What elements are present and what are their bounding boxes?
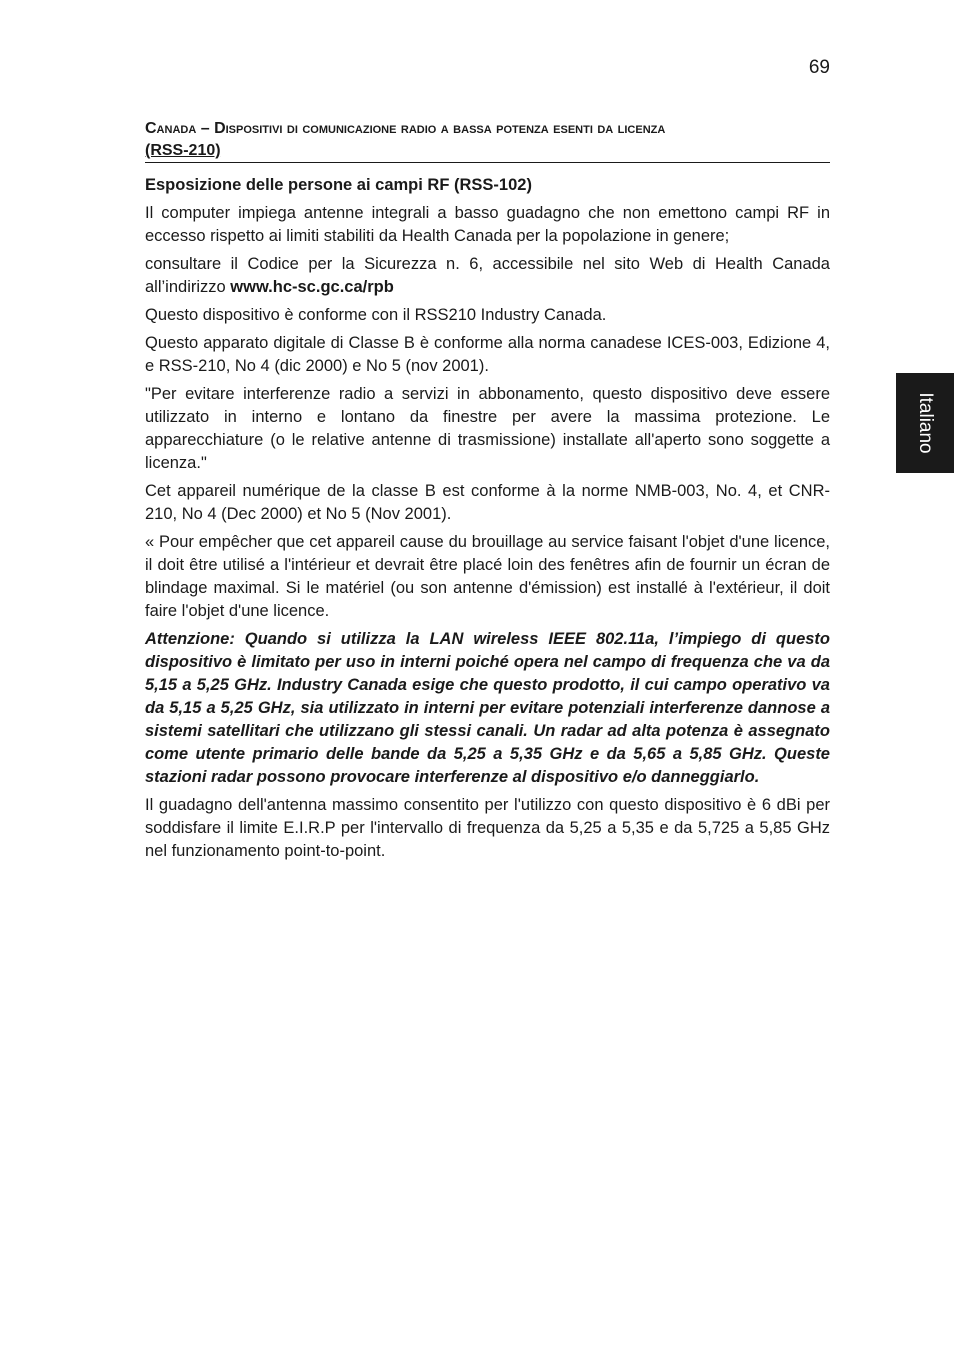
section-heading-code: (RSS-210) (145, 142, 221, 159)
warning-paragraph: Attenzione: Quando si utilizza la LAN wireless IEEE 802.11a, l’impiego di questo dispositivo è limitato per uso in interni poiché opera nel campo di frequenza che va da 5,15 a 5,25 GHz. Industry Canada esige che questo prodotto, il cui campo operativo va da 5,15 a 5,25 GHz, sia utilizzato in interni per evitare potenziali interferenze dannose a sistemi satellitari che utilizzano gli stessi canali. Un radar ad alta potenza è assegnato come utente primario delle bande da 5,25 a 5,35 GHz e da 5,65 a 5,85 GHz. Queste stazioni radar possono provocare interferenze al dispositivo e/o danneggiarlo. (145, 630, 830, 786)
document-body (145, 118, 830, 868)
paragraph-class-b-fr: Cet appareil numérique de la classe B est conforme à la norme NMB-003, No. 4, et CNR-210, No 4 (Dec 2000) et No 5 (Nov 2001). (145, 482, 830, 523)
paragraph-antenna: Il computer impiega antenne integrali a basso guadagno che non emettono campi RF in eccesso rispetto ai limiti stabiliti da Health Canada per la popolazione in genere; (145, 204, 830, 245)
paragraph-safety-code-text: consultare il Codice per la Sicurezza n. 6, accessibile nel sito Web di Health Canada all’indirizzo (145, 255, 830, 296)
language-tab-label: Italiano (915, 392, 936, 454)
paragraph-safety-code (145, 253, 830, 299)
paragraph-antenna-gain: Il guadagno dell'antenna massimo consentito per l'utilizzo con questo dispositivo è 6 dBi per soddisfare il limite E.I.R.P per l'intervallo di frequenza da 5,25 a 5,35 e da 5,725 a 5,85 GHz nel funzionamento point-to-point. (145, 796, 830, 860)
paragraph-interference-it: "Per evitare interferenze radio a servizi in abbonamento, questo dispositivo deve essere utilizzato in interno e lontano da finestre per avere la massima protezione. Le apparecchiature (o le relative antenne di trasmissione) installate all'aperto sono soggette a licenza." (145, 385, 830, 472)
paragraph-rss210-compliance: Questo dispositivo è conforme con il RSS210 Industry Canada. (145, 306, 607, 324)
subheading-rf-exposure: Esposizione delle persone ai campi RF (RSS-102) (145, 176, 532, 194)
language-side-tab (896, 373, 954, 473)
section-heading (145, 118, 830, 163)
paragraph-class-b-ices: Questo apparato digitale di Classe B è conforme alla norma canadese ICES-003, Edizione 4, e RSS-210, No 4 (dic 2000) e No 5 (nov 2001). (145, 334, 830, 375)
section-heading-title: Canada – Dispositivi di comunicazione radio a bassa potenza esenti da licenza (145, 120, 666, 137)
health-canada-url: www.hc-sc.gc.ca/rpb (230, 278, 394, 296)
paragraph-interference-fr: « Pour empêcher que cet appareil cause du brouillage au service faisant l'objet d'une licence, il doit être utilisé a l'intérieur et devrait être placé loin des fenêtres afin de fournir un écran de blindage maximal. Si le matériel (ou son antenne d'émission) est installé à l'extérieur, il doit faire l'objet d'une licence. (145, 533, 830, 620)
page-number: 69 (808, 57, 830, 78)
